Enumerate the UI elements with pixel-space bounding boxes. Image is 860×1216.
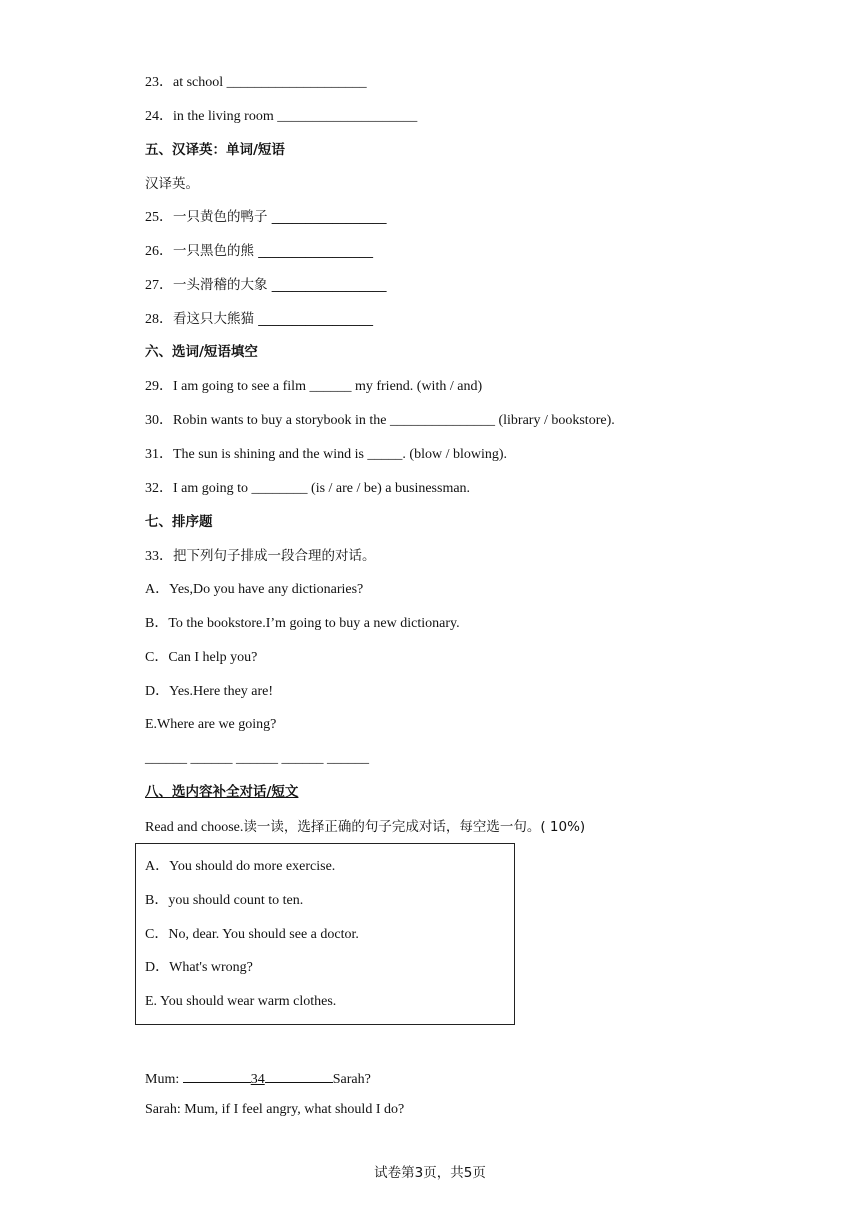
question-25	[145, 208, 387, 227]
blank-line-left	[183, 1068, 251, 1083]
dialog-text: Sarah?	[332, 1072, 371, 1087]
question-33	[145, 547, 376, 566]
question-26	[145, 242, 373, 261]
blank-number: 34	[250, 1072, 265, 1087]
choice-b: B．you should count to ten.	[145, 893, 304, 908]
option-b: B．To the bookstore.I’m going to buy a new dictionary.	[145, 616, 460, 631]
option-e: E.Where are we going?	[145, 717, 277, 732]
question-text: 看这只大熊猫 _________________	[173, 311, 374, 327]
question-number: 29．	[145, 379, 173, 394]
question-30	[145, 412, 615, 430]
section-8-instruction	[145, 818, 585, 837]
question-number: 28．	[145, 312, 173, 327]
question-text: 一只黄色的鸭子 _________________	[173, 209, 387, 225]
question-text: 一头滑稽的大象 _________________	[173, 277, 387, 293]
answer-blanks: ______ ______ ______ ______ ______	[145, 751, 369, 766]
section-7-title: 七、排序题	[145, 514, 213, 530]
option-d: D．Yes.Here they are!	[145, 684, 274, 699]
page-footer: 试卷第3页，共5页	[374, 1165, 486, 1181]
question-text: Robin wants to buy a storybook in the _______________ (library / bookstore).	[173, 413, 615, 428]
question-text: I am going to ________ (is / are / be) a businessman.	[173, 481, 471, 496]
section-5-instruction: 汉译英。	[145, 176, 199, 192]
section-5-title: 五、汉译英：单词/短语	[145, 142, 285, 158]
question-number: 26．	[145, 244, 173, 259]
choice-d: D．What's wrong?	[145, 960, 253, 975]
section-8-title: 八、选内容补全对话/短文	[145, 784, 299, 800]
instruction-chinese: 读一读，选择正确的句子完成对话，每空选一句。( 10%)	[243, 819, 586, 835]
dialog-sarah: Sarah: Mum, if I feel angry, what should I do?	[145, 1102, 405, 1117]
choice-a: A．You should do more exercise.	[145, 859, 336, 874]
instruction-english: Read and choose.	[145, 820, 244, 835]
choices-box	[135, 843, 515, 1025]
choice-e: E. You should wear warm clothes.	[145, 994, 337, 1009]
question-text: in the living room ____________________	[173, 109, 418, 124]
choice-c: C．No, dear. You should see a doctor.	[145, 927, 359, 942]
question-number: 33．	[145, 549, 173, 564]
question-28	[145, 310, 373, 329]
option-a: A．Yes,Do you have any dictionaries?	[145, 582, 364, 597]
question-number: 23．	[145, 75, 173, 90]
question-number: 32．	[145, 481, 173, 496]
question-29	[145, 378, 482, 396]
blank-line-right	[265, 1068, 333, 1083]
option-c: C．Can I help you?	[145, 650, 258, 665]
dialog-mum	[145, 1068, 371, 1089]
question-text: I am going to see a film ______ my friend. (with / and)	[173, 379, 483, 394]
question-text: The sun is shining and the wind is _____. (blow / blowing).	[173, 447, 508, 462]
question-24	[145, 108, 417, 126]
section-6-title: 六、选词/短语填空	[145, 344, 258, 360]
question-27	[145, 276, 387, 295]
question-number: 31．	[145, 447, 173, 462]
question-number: 27．	[145, 278, 173, 293]
question-23	[145, 74, 367, 92]
question-text: 把下列句子排成一段合理的对话。	[173, 548, 376, 564]
speaker-mum: Mum:	[145, 1072, 183, 1087]
question-text: 一只黑色的熊 _________________	[173, 243, 374, 259]
question-number: 25．	[145, 210, 173, 225]
question-text: at school ____________________	[173, 75, 367, 90]
question-number: 24．	[145, 109, 173, 124]
question-number: 30．	[145, 413, 173, 428]
question-31	[145, 446, 507, 464]
question-32	[145, 480, 470, 498]
